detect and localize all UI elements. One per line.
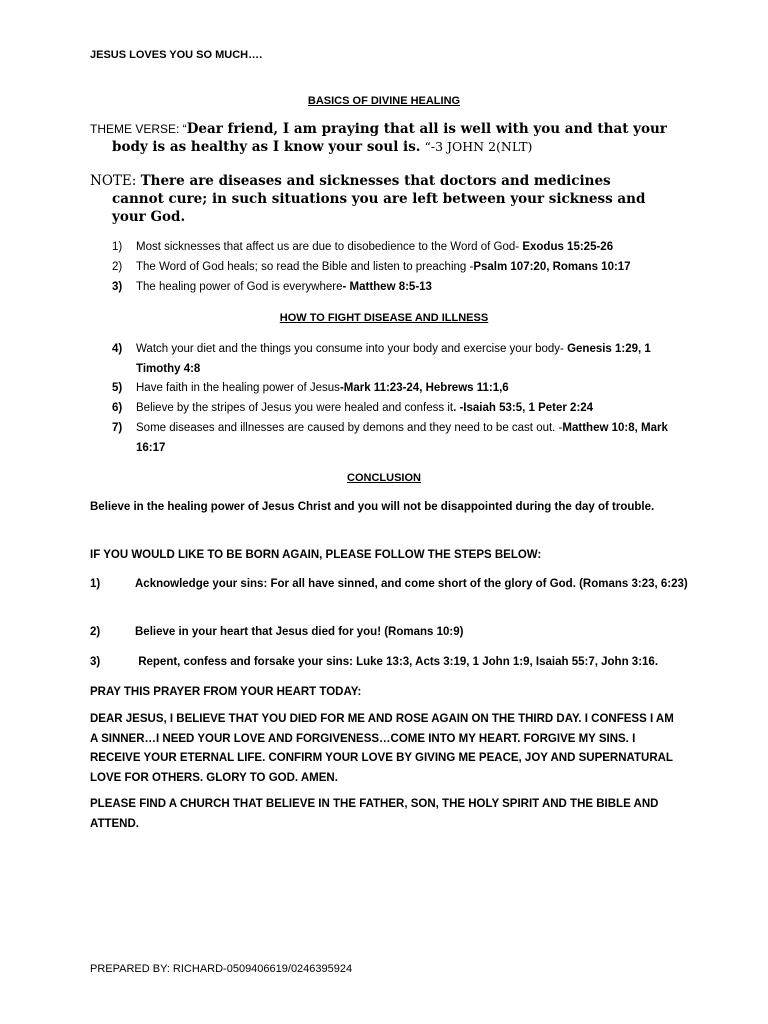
step-number: 3) [90,656,101,668]
theme-label: THEME VERSE: “ [90,122,187,136]
list-item-text: The healing power of God is everywhere [136,281,343,293]
list-item-reference: Matthew 10:8, Mark 16:17 [136,422,668,454]
list-item-text: Watch your diet and the things you consume into your body and exercise your body- [136,343,568,355]
list-item-reference: . -Isaiah 53:5, 1 Peter 2:24 [453,402,594,414]
list-item [112,399,682,419]
note-line3: your God. [112,209,186,225]
list-item-number: 3) [112,281,123,293]
prayer-text: DEAR JESUS, I BELIEVE THAT YOU DIED FOR ME AND ROSE AGAIN ON THE THIRD DAY. I CONFESS I AM A SINNER…I NEED YOUR LOVE AND FORGIVENESS…COME INTO MY HEART. FORGIVE MY SINS. I RECEIVE YOUR ETERNAL LIFE. CONFIRM YOUR LOVE BY GIVING ME PEACE, JOY AND SUPERNATURAL LOVE FOR OTHERS. GLORY TO GOD. AMEN. [90,713,674,784]
document-title: BASICS OF DIVINE HEALING [307,95,461,107]
list-item-number: 4) [112,343,123,355]
step-text: Believe in your heart that Jesus died for you! (Romans 10:9) [135,626,464,638]
list-item-reference: Psalm 107:20, Romans 10:17 [473,261,631,273]
step-item [90,623,690,643]
born-again-heading: IF YOU WOULD LIKE TO BE BORN AGAIN, PLEASE FOLLOW THE STEPS BELOW: [90,549,542,561]
step-text: Acknowledge your sins: For all have sinned, and come short of the glory of God. (Romans 3:23, 6:23) [135,578,688,590]
fight-heading: HOW TO FIGHT DISEASE AND ILLNESS [279,312,489,324]
theme-verse-line2: body is as healthy as I know your soul is. [112,139,421,155]
theme-verse [90,121,690,156]
list-item-number: 6) [112,402,123,414]
step-text: Repent, confess and forsake your sins: Luke 13:3, Acts 3:19, 1 John 1:9, Isaiah 55:7, John 3:16. [135,656,659,668]
list-item-text: Believe by the stripes of Jesus you were healed and confess it [136,402,454,414]
list-item [112,238,682,258]
conclusion-heading: CONCLUSION [347,472,421,484]
list-item-number: 1) [112,241,123,253]
step-item [90,653,690,673]
list-item-reference: Genesis 1:29, 1 Timothy 4:8 [136,343,651,375]
list-item [112,278,682,298]
list-item-text: Have faith in the healing power of Jesus [136,382,340,394]
conclusion-text: Believe in the healing power of Jesus Christ and you will not be disappointed during the day of trouble. [90,501,655,513]
note-block [90,172,680,226]
pray-heading: PRAY THIS PRAYER FROM YOUR HEART TODAY: [90,686,362,698]
list-item [112,379,682,399]
list-item-reference: - Matthew 8:5-13 [342,281,432,293]
step-number: 2) [90,626,101,638]
header-title: JESUS LOVES YOU SO MUCH…. [90,49,263,61]
list-item [112,258,682,278]
list-item-text: The Word of God heals; so read the Bible and listen to preaching - [136,261,474,273]
theme-reference: “-3 JOHN 2(NLT) [420,139,533,154]
step-number: 1) [90,578,101,590]
list-item-number: 5) [112,382,123,394]
list-item [112,340,682,375]
footer-prepared-by: PREPARED BY: RICHARD-0509406619/0246395924 [90,963,353,975]
list-item-text: Some diseases and illnesses are caused by demons and they need to be cast out. - [136,422,563,434]
note-label: NOTE: [90,173,141,189]
church-text: PLEASE FIND A CHURCH THAT BELIEVE IN THE FATHER, SON, THE HOLY SPIRIT AND THE BIBLE AND ATTEND. [90,798,659,830]
note-line1: There are diseases and sicknesses that doctors and medicines [140,173,611,189]
list-item-number: 7) [112,422,123,434]
step-item [90,575,690,595]
list-item [112,419,682,454]
list-item-reference: Exodus 15:25-26 [522,241,614,253]
note-line2: cannot cure; in such situations you are left between your sickness and [112,191,646,207]
list-item-reference: -Mark 11:23-24, Hebrews 11:1,6 [339,382,509,394]
list-item-text: Most sicknesses that affect us are due to disobedience to the Word of God- [136,241,523,253]
list-item-number: 2) [112,261,123,273]
theme-verse-line1: Dear friend, I am praying that all is well with you and that your [186,121,667,137]
